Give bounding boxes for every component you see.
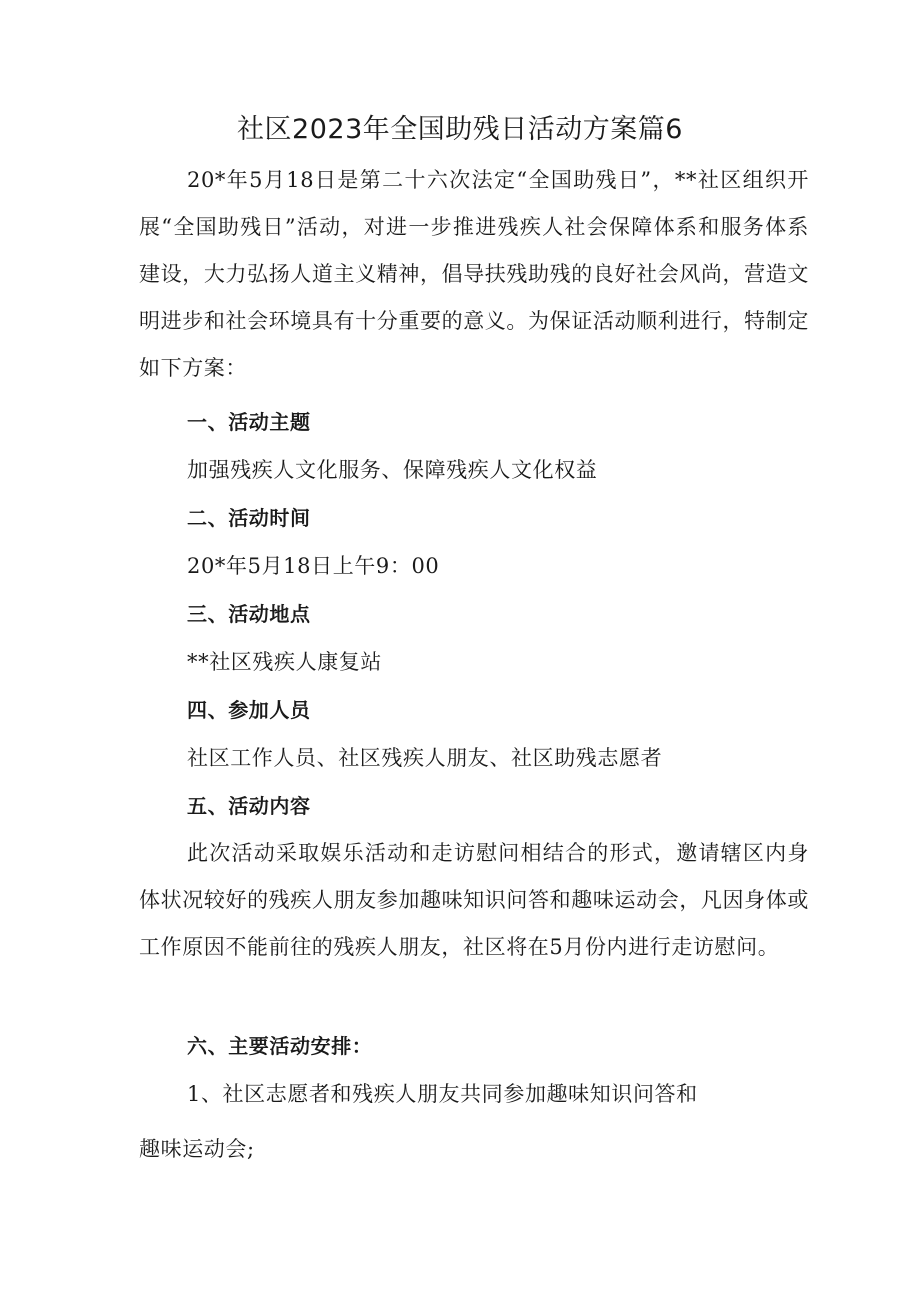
section-heading-time: 二、活动时间	[187, 506, 311, 530]
section-body-time: 20*年5月18日上午9：00	[187, 554, 440, 578]
arrangement-item-1-line-2: 趣味运动会;	[139, 1137, 255, 1161]
section-body-content: 此次活动采取娱乐活动和走访慰问相结合的形式，邀请辖区内身体状况较好的残疾人朋友参加趣味知识问答和趣味运动会，凡因身体或工作原因不能前往的残疾人朋友，社区将在5月份内进行走访慰问。	[139, 841, 809, 959]
intro-paragraph: 20*年5月18日是第二十六次法定“全国助残日”，**社区组织开展“全国助残日”活动，对进一步推进残疾人社会保障体系和服务体系建设，大力弘扬人道主义精神，倡导扶残助残的良好社会风尚，营造文明进步和社会环境具有十分重要的意义。为保证活动顺利进行，特制定如下方案：	[139, 168, 809, 380]
section-heading-arrangements: 六、主要活动安排：	[187, 1034, 373, 1058]
arrangement-item-1-line-1: 1、社区志愿者和残疾人朋友共同参加趣味知识问答和	[187, 1082, 698, 1106]
section-heading-theme: 一、活动主题	[187, 410, 311, 434]
section-body-participants: 社区工作人员、社区残疾人朋友、社区助残志愿者	[187, 746, 663, 770]
section-heading-location: 三、活动地点	[187, 602, 311, 626]
document-title: 社区2023年全国助残日活动方案篇6	[237, 114, 683, 145]
section-heading-content: 五、活动内容	[187, 794, 311, 818]
section-heading-participants: 四、参加人员	[187, 698, 311, 722]
section-body-location: **社区残疾人康复站	[187, 650, 382, 674]
section-body-theme: 加强残疾人文化服务、保障残疾人文化权益	[187, 458, 598, 482]
